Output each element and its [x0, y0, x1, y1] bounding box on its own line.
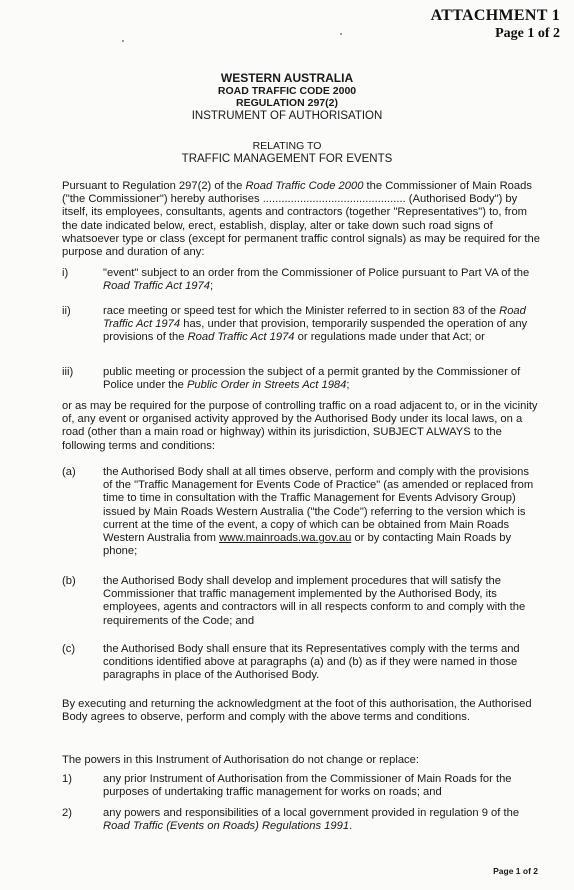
roman-item-rest-2: or regulations made under that Act; or — [294, 331, 485, 344]
power-number: 1) — [62, 773, 72, 785]
heading-state: WESTERN AUSTRALIA — [220, 71, 354, 85]
condition-a — [62, 466, 540, 558]
power-rest: . — [349, 820, 353, 833]
page-footer: Page 1 of 2 — [493, 866, 538, 876]
roman-item-iii — [62, 366, 540, 392]
powers-intro: The powers in this Instrument of Authorisation do not change or replace: — [62, 754, 419, 766]
power-number: 2) — [62, 807, 72, 819]
condition-text: the Authorised Body shall ensure that its Representatives comply with the terms and conditions identified above at paragraphs (a) and (b) as if they were named in those paragraphs in place of the Authorised Body. — [103, 643, 520, 682]
condition-number: (c) — [62, 643, 76, 655]
roman-item-italic-2: Road Traffic Act 1974 — [187, 331, 295, 344]
condition-rest: or by contacting Main Roads by phone; — [103, 532, 512, 558]
roman-item-rest: ; — [346, 379, 350, 392]
relating-line1: RELATING TO — [252, 140, 322, 152]
roman-item-number: i) — [62, 267, 69, 279]
subject-always: SUBJECT ALWAYS — [372, 426, 471, 439]
heading-regulation: REGULATION 297(2) — [236, 97, 338, 109]
power-text: any prior Instrument of Authorisation from the Commissioner of Main Roads for the purposes of undertaking traffic management for works on roads; and — [103, 773, 512, 799]
roman-item-text: "event" subject to an order from the Commissioner of Police pursuant to Part VA of the — [103, 267, 530, 279]
roman-item-text: race meeting or speed test for which the Minister referred to in section 83 of the — [103, 305, 500, 317]
roman-item-number: ii) — [62, 305, 71, 317]
relating-heading — [0, 140, 574, 165]
intro-paragraph — [62, 180, 540, 259]
condition-b — [62, 575, 540, 628]
roman-item-i — [62, 267, 540, 293]
power-text: any powers and responsibilities of a local government provided in regulation 9 of the — [103, 807, 520, 819]
scan-speck — [122, 40, 124, 42]
condition-text: the Authorised Body shall at all times observe, perform and comply with the provisions of the "Traffic Management for Events Code of Practice" (as amended or replaced from time to time in consultation with the Traffic Management for Events Advisory Group) issued by Main Roads Western Australia ("the Code") referring to the version which is current at the time of the event, a copy of which can be obtained from Main Roads Western Australia from — [103, 466, 534, 545]
condition-text: the Authorised Body shall develop and implement procedures that will satisfy the Commissioner that traffic management implemented by the Authorised Body, its employees, agents and contractors will in all respects conform to and comply with the requirements of the Code; and — [103, 575, 526, 627]
roman-item-italic: Road Traffic Act 1974 — [103, 305, 526, 331]
intro-italic: Road Traffic Code 2000 — [245, 180, 364, 192]
executing-paragraph: By executing and returning the acknowledgment at the foot of this authorisation, the Authorised Body agrees to observe, perform and comply with the above terms and conditions. — [62, 698, 532, 724]
intro-rest: the Commissioner of Main Roads ("the Commissioner") hereby authorises .............................................. (Authorised Body") by itself, its employees, consultants, agents and contractors (together "Representatives") to, from the date indicated below, erect, establish, display, alter or take down such road signs of whatsoever type or class (except for permanent traffic control signals) as may be required for the purpose and duration of any: — [62, 180, 540, 259]
middle-paragraph — [62, 400, 540, 453]
roman-item-italic: Road Traffic Act 1974 — [103, 280, 210, 293]
power-item-1 — [62, 773, 540, 799]
heading-instrument: INSTRUMENT OF AUTHORISATION — [191, 109, 383, 122]
condition-number: (b) — [62, 575, 76, 587]
middle-rest: to the following terms and conditions: — [62, 426, 502, 452]
middle-text: or as may be required for the purpose of controlling traffic on a road adjacent to, or in the vicinity of, any event or organised activity approved by the Authorised Body under its local laws, on a road (other than a main road or highway) within its jurisdiction, — [62, 400, 538, 439]
power-item-2 — [62, 807, 540, 833]
roman-item-rest: has, under that provision, temporarily suspended the operation of any provisions of the — [103, 318, 528, 344]
roman-item-rest: ; — [209, 280, 214, 293]
attachment-page: Page 1 of 2 — [495, 26, 560, 41]
attachment-header — [431, 6, 560, 43]
roman-item-ii — [62, 305, 540, 345]
attachment-title: ATTACHMENT 1 — [430, 7, 560, 24]
roman-item-number: iii) — [62, 366, 74, 378]
mainroads-link[interactable]: www.mainroads.wa.gov.au — [219, 532, 352, 545]
roman-item-text: public meeting or procession the subject of a permit granted by the Commissioner of Police under the — [103, 366, 521, 392]
condition-c — [62, 643, 540, 683]
power-italic: Road Traffic (Events on Roads) Regulations 1991 — [103, 820, 350, 833]
relating-line2: TRAFFIC MANAGEMENT FOR EVENTS — [181, 152, 393, 165]
document-heading — [0, 72, 574, 122]
condition-number: (a) — [62, 466, 76, 478]
scan-speck — [340, 33, 342, 35]
heading-code: ROAD TRAFFIC CODE 2000 — [217, 84, 357, 97]
roman-item-italic: Public Order in Streets Act 1984 — [186, 379, 347, 392]
intro-text: Pursuant to Regulation 297(2) of the — [62, 180, 246, 192]
